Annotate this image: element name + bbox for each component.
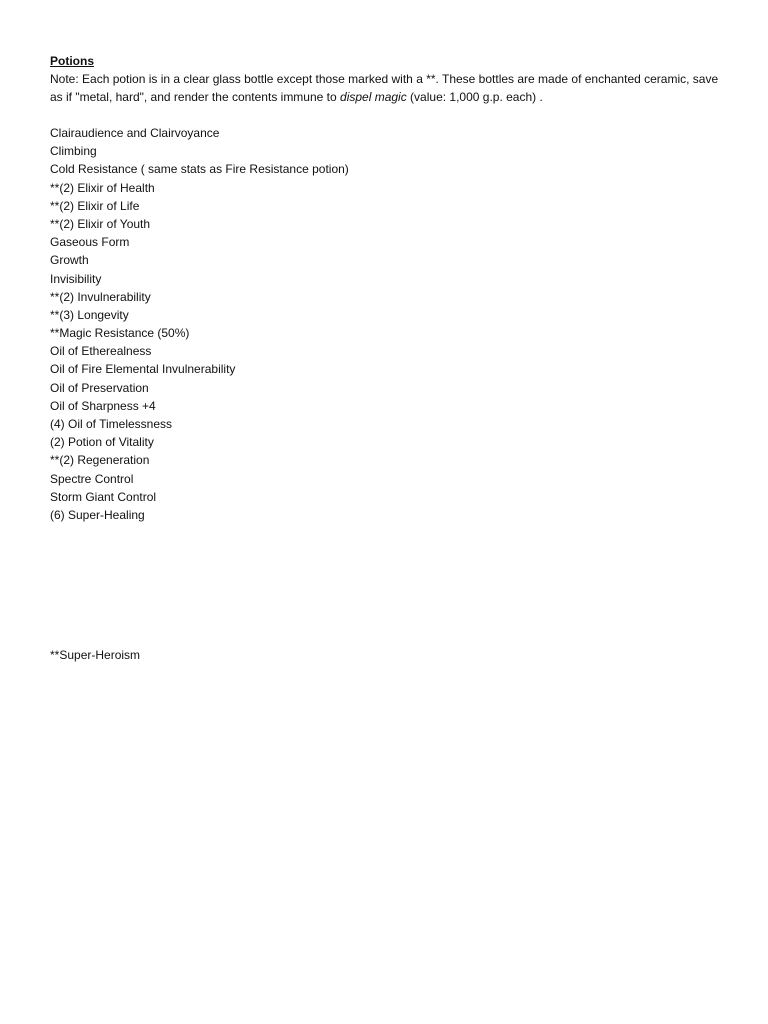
list-item: (2) Potion of Vitality [50,435,154,450]
list-item: Oil of Fire Elemental Invulnerability [50,362,236,377]
note-text-end: (value: 1,000 g.p. each) . [406,90,543,104]
list-item: Cold Resistance ( same stats as Fire Resistance potion) [50,162,349,177]
list-item: Storm Giant Control [50,489,157,504]
document-page [50,52,730,524]
list-item: **(3) Longevity [50,307,129,322]
list-item: Clairaudience and Clairvoyance [50,126,220,140]
footer-list-item: **Super-Heroism [50,648,141,662]
note-text-start: Note: Each potion is in a clear glass bottle except those marked with a **. These bottles are made of enchanted ceramic, save as if "metal, hard", and render the contents immune to [50,72,719,104]
list-item: (6) Super-Healing [50,507,145,522]
list-item: Gaseous Form [50,235,130,250]
list-item: **(2) Elixir of Health [50,180,155,195]
list-item: **(2) Invulnerability [50,289,151,304]
list-item: Invisibility [50,271,102,286]
list-item: Climbing [50,144,97,159]
page-title: Potions [50,54,94,68]
list-item: Oil of Etherealness [50,344,152,359]
list-item: Oil of Preservation [50,380,149,395]
list-item: **(2) Elixir of Youth [50,216,151,231]
list-item: Oil of Sharpness +4 [50,398,156,413]
list-item: **Magic Resistance (50%) [50,326,190,341]
list-item: **(2) Regeneration [50,453,150,468]
note-text-italic: dispel magic [340,90,407,104]
list-item: Growth [50,253,89,268]
list-item: Spectre Control [50,471,134,486]
list-item: **(2) Elixir of Life [50,198,140,213]
note-paragraph [50,70,730,106]
list-item: (4) Oil of Timelessness [50,417,173,431]
potion-list [50,124,730,524]
